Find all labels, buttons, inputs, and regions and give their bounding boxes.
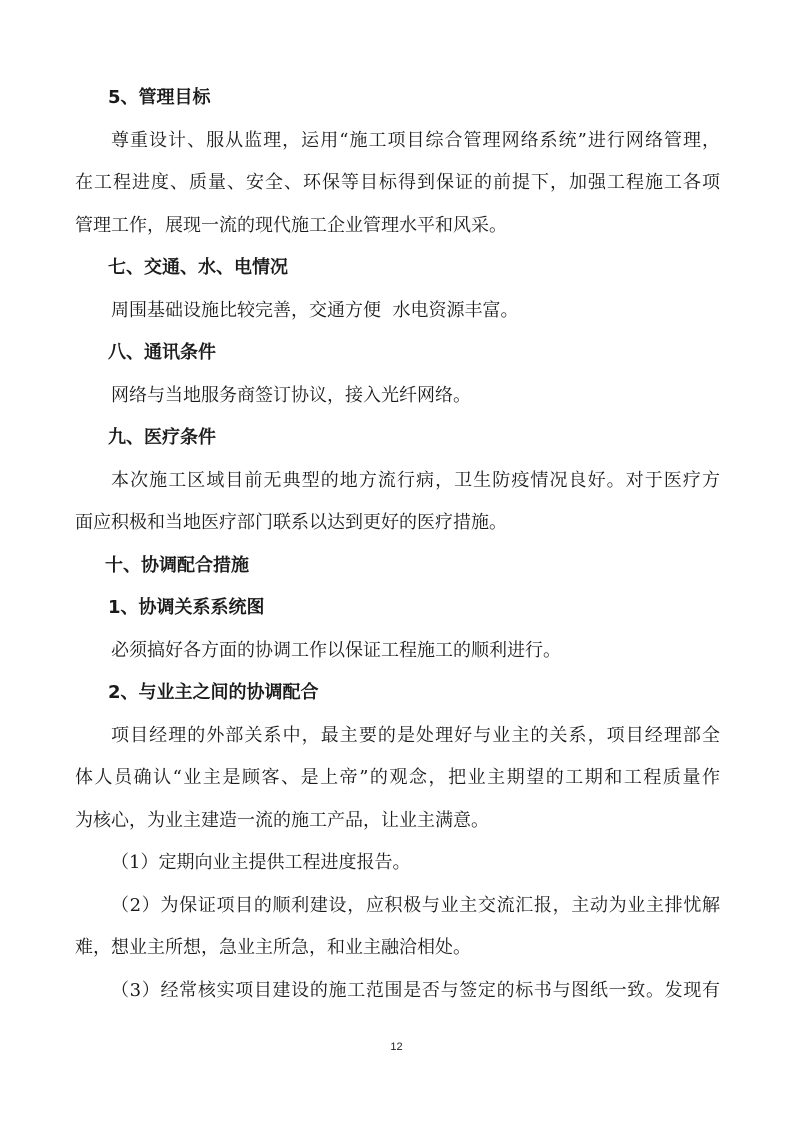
- section-heading-coordination: 十、协调配合措施: [105, 554, 249, 576]
- section-heading-medical: 九、医疗条件: [108, 427, 216, 448]
- paragraph-line: 管理工作，展现一流的现代施工企业管理水平和风采。: [75, 214, 507, 236]
- list-item-continuation: 难，想业主所想，急业主所急，和业主融洽相处。: [75, 937, 471, 958]
- section-heading-management-goals: 5、管理目标: [108, 87, 211, 108]
- paragraph-line: 项目经理的外部关系中，最主要的是处理好与业主的关系，项目经理部全: [111, 724, 720, 746]
- paragraph-line: 网络与当地服务商签订协议，接入光纤网络。: [111, 384, 471, 406]
- paragraph-line: 周围基础设施比较完善，交通方便 水电资源丰富。: [111, 299, 519, 321]
- paragraph-line: 体人员确认“业主是顾客、是上帝”的观念，把业主期望的工期和工程质量作: [75, 767, 720, 788]
- list-item: （3）经常核实项目建设的施工范围是否与签定的标书与图纸一致。发现有: [111, 979, 720, 1001]
- document-body: [75, 82, 720, 1017]
- list-item: （2）为保证项目的顺利建设，应积极与业主交流汇报，主动为业主排忧解: [111, 894, 720, 916]
- paragraph-line: 面应积极和当地医疗部门联系以达到更好的医疗措施。: [75, 512, 507, 533]
- paragraph-line: 尊重设计、服从监理，运用“施工项目综合管理网络系统”进行网络管理，: [111, 129, 720, 151]
- page-number: 12: [390, 1041, 403, 1053]
- subsection-heading-coordination-diagram: 1、协调关系系统图: [108, 597, 265, 618]
- paragraph-line: 必须搞好各方面的协调工作以保证工程施工的顺利进行。: [111, 639, 561, 661]
- paragraph-line: 在工程进度、质量、安全、环保等目标得到保证的前提下，加强工程施工各项: [75, 172, 720, 193]
- paragraph-line: 为核心，为业主建造一流的施工产品，让业主满意。: [75, 809, 489, 831]
- list-item: （1）定期向业主提供工程进度报告。: [111, 852, 411, 873]
- section-heading-communication: 八、通讯条件: [108, 342, 216, 363]
- section-heading-traffic-water-power: 七、交通、水、电情况: [108, 257, 288, 278]
- paragraph-line: 本次施工区域目前无典型的地方流行病，卫生防疫情况良好。对于医疗方: [111, 469, 720, 491]
- subsection-heading-owner-coordination: 2、与业主之间的协调配合: [108, 682, 319, 703]
